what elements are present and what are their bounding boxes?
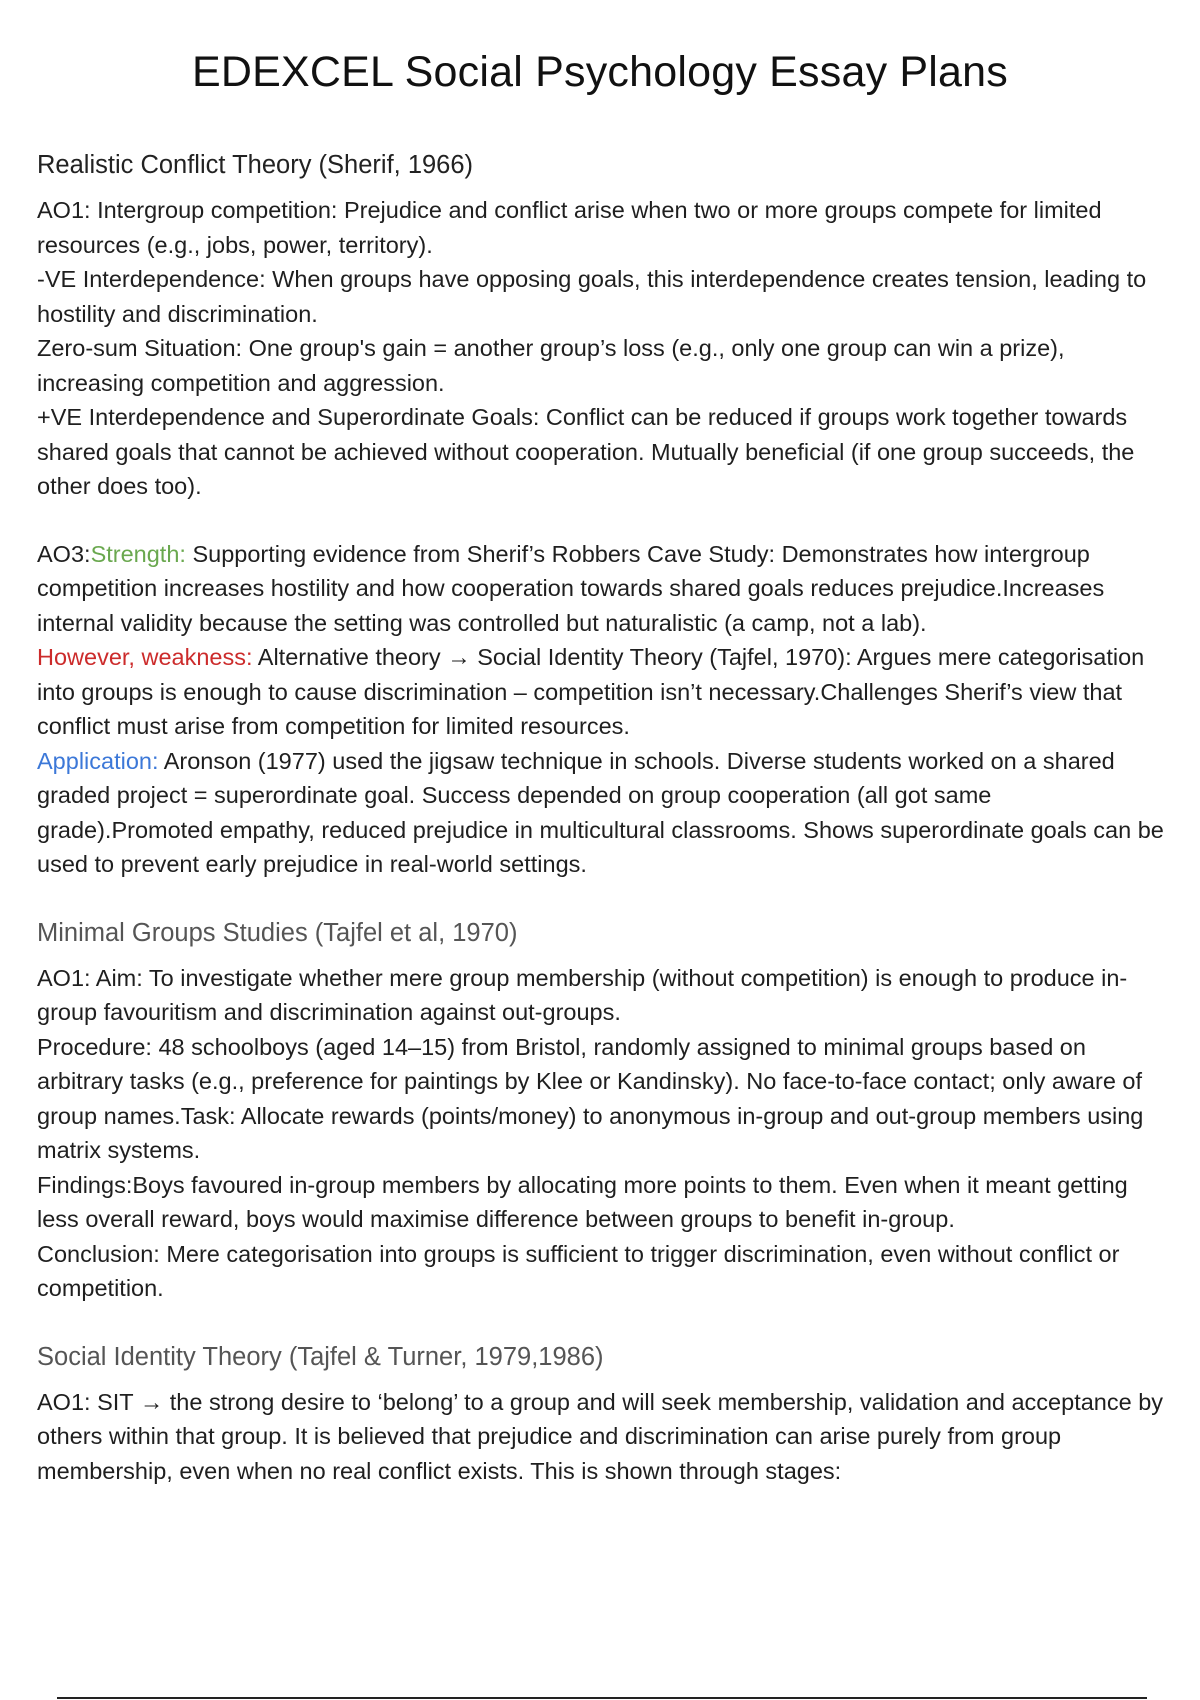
rct-ao1-zero-sum: Zero-sum Situation: One group's gain = another group’s loss (e.g., only one group can win a prize), increasing competition and aggression. [37,335,1065,396]
ao3-prefix: AO3: [37,540,91,567]
mgs-procedure: Procedure: 48 schoolboys (aged 14–15) from Bristol, randomly assigned to minimal groups based on arbitrary tasks (e.g., preference for paintings by Klee or Kandinsky). No face-to-face contact; only aware of group names.Task: Allocate rewards (points/money) to anonymous in-group and out-group members using matrix systems. [37,1033,1144,1163]
rct-ao3-application [37,744,1167,882]
section-minimal-groups-studies [37,916,1167,1306]
rct-ao3-weakness [37,640,1167,744]
application-label: Application: [37,747,159,774]
section-realistic-conflict-theory [37,148,1167,882]
sit-ao1: AO1: SIT → the strong desire to ‘belong’ to a group and will seek membership, validation and acceptance by others within that group. It is believed that prejudice and discrimination can arise purely from group membership, even when no real conflict exists. This is shown through stages: [37,1388,1164,1484]
strength-text: Supporting evidence from Sherif’s Robbers Cave Study: Demonstrates how intergroup competition increases hostility and how cooperation towards shared goals reduces prejudice.Increases internal validity because the setting was controlled but naturalistic (a camp, not a lab). [37,540,1105,636]
mgs-conclusion: Conclusion: Mere categorisation into groups is sufficient to trigger discrimination, even without conflict or competition. [37,1240,1120,1301]
paragraph-gap [37,504,1167,537]
section-gap [37,882,1167,916]
section-heading-sit: Social Identity Theory (Tajfel & Turner, 1979,1986) [37,1342,604,1371]
weakness-text: Alternative theory → Social Identity Theory (Tajfel, 1970): Argues mere categorisation into groups is enough to cause discrimination – competition isn’t necessary.Challenges Sherif’s view that conflict must arise from competition for limited resources. [37,644,1145,739]
rct-ao1-intergroup-competition: AO1: Intergroup competition: Prejudice and conflict arise when two or more groups compete for limited resources (e.g., jobs, power, territory). [37,197,1102,258]
section-heading-mgs: Minimal Groups Studies (Tajfel et al, 1970) [37,918,518,947]
section-social-identity-theory [37,1340,1167,1489]
document-body [37,148,1167,1488]
rct-ao3-strength [37,537,1167,641]
page-title: EDEXCEL Social Psychology Essay Plans [191,48,1008,96]
weakness-label: However, weakness: [37,644,253,670]
strength-label: Strength: [90,540,186,567]
rct-ao1-negative-interdependence: -VE Interdependence: When groups have opposing goals, this interdependence creates tension, leading to hostility and discrimination. [37,266,1147,327]
application-text: Aronson (1977) used the jigsaw technique in schools. Diverse students worked on a shared graded project = superordinate goal. Success depended on group cooperation (all got same grade).Promoted empathy, reduced prejudice in multicultural classrooms. Shows superordinate goals can be used to prevent early prejudice in real-world settings. [37,747,1164,877]
section-gap [37,1306,1167,1340]
section-heading-rct: Realistic Conflict Theory (Sherif, 1966) [37,151,474,179]
rct-ao1-superordinate-goals: +VE Interdependence and Superordinate Goals: Conflict can be reduced if groups work together towards shared goals that cannot be achieved without cooperation. Mutually beneficial (if one group succeeds, the other does too). [37,404,1135,499]
mgs-aim: AO1: Aim: To investigate whether mere group membership (without competition) is enough to produce in-group favouritism and discrimination against out-groups. [37,964,1128,1025]
bottom-divider [57,1697,1147,1699]
mgs-findings: Findings:Boys favoured in-group members by allocating more points to them. Even when it meant getting less overall reward, boys would maximise difference between groups to benefit in-group. [37,1171,1128,1232]
